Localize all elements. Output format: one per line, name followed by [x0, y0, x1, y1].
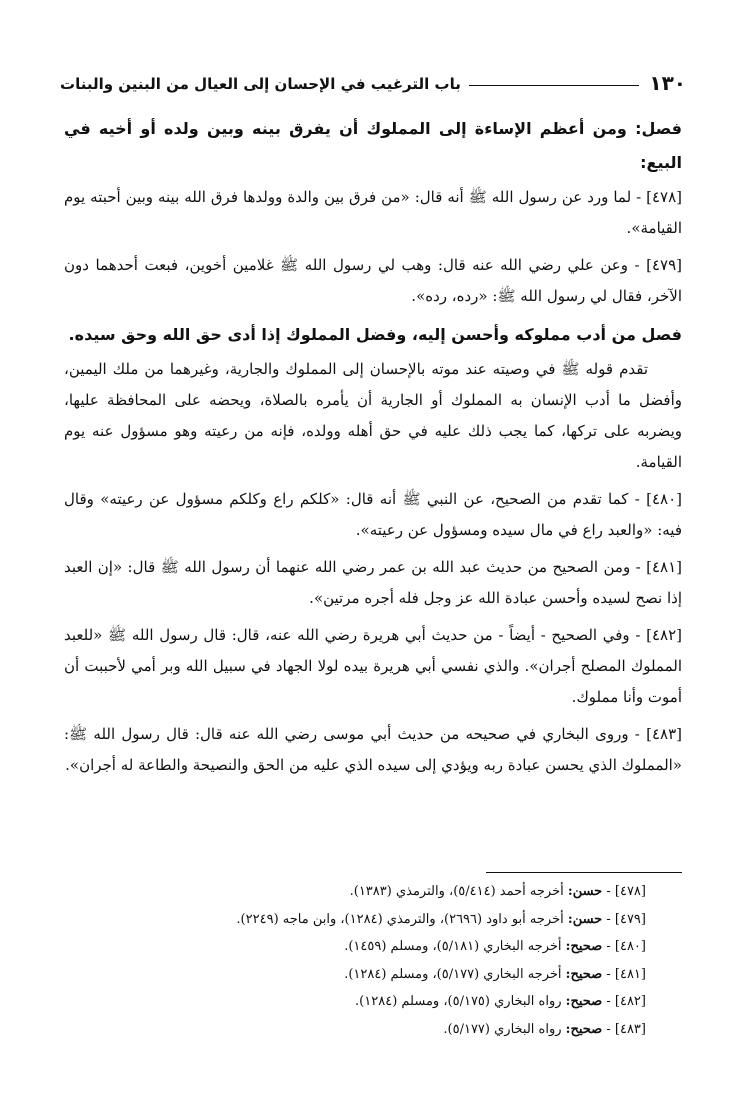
footnote-item: [64, 878, 646, 906]
footnote-grade: حسن:: [567, 884, 603, 899]
hadith-paragraph: [٤٧٩] - وعن علي رضي الله عنه قال: وهب لي رسول الله ﷺ غلامين أخوين، فبعت أحدهما دون الآخر، فقال لي رسول الله ﷺ: «رده، رده».: [64, 256, 682, 305]
footnote-grade: صحيح:: [565, 994, 603, 1009]
footnote-item: [64, 988, 646, 1016]
hadith-paragraph: [٤٨٣] - وروى البخاري في صحيحه من حديث أبي موسى رضي الله عنه قال: قال رسول الله ﷺ: «المملوك الذي يحسن عبادة ربه ويؤدي إلى سيده الذي عليه من الحق والنصيحة والطاعة له أجران».: [64, 725, 682, 774]
footnote-grade: صحيح:: [565, 939, 603, 954]
footnote-text: رواه البخاري (٥/١٧٥)، ومسلم (١٢٨٤).: [355, 994, 562, 1009]
footnote-item: [64, 906, 646, 934]
footnote-number: [٤٨١] -: [606, 966, 646, 982]
footnote-number: [٤٨٣] -: [606, 1021, 646, 1037]
page-number: ١٣٠: [649, 71, 686, 95]
footnote-rule: [486, 872, 682, 873]
footnote-number: [٤٨٠] -: [606, 939, 646, 954]
footnote-text: أخرجه أبو داود (٢٦٩٦)، والترمذي (١٢٨٤)، وابن ماجه (٢٢٤٩).: [236, 911, 564, 927]
header-rule: [469, 85, 640, 86]
footnote-number: [٤٧٨] -: [606, 884, 646, 899]
footnote-grade: حسن:: [567, 911, 603, 927]
footnote-item: [64, 961, 646, 989]
footnote-item: [64, 933, 646, 961]
section-heading: فصل من أدب مملوكه وأحسن إليه، وفضل المملوك إذا أدى حق الله وحق سيده.: [68, 325, 682, 344]
hadith-paragraph: [٤٨٢] - وفي الصحيح - أيضاً - من حديث أبي هريرة رضي الله عنه، قال: قال رسول الله ﷺ «للعبد المملوك المصلح أجران». والذي نفسي أبي هريرة بيده لولا الجهاد في سبيل الله وبر أمي لأحببت أن أموت وأنا مملوك.: [64, 626, 682, 706]
footnote-text: أخرجه البخاري (٥/١٨١)، ومسلم (١٤٥٩).: [344, 939, 562, 954]
hadith-paragraph: [٤٧٨] - لما ورد عن رسول الله ﷺ أنه قال: «من فرق بين والدة وولدها فرق الله بينه وبين أحبته يوم القيامة».: [64, 188, 682, 237]
footnotes: [64, 878, 646, 1043]
hadith-paragraph: [٤٨١] - ومن الصحيح من حديث عبد الله بن عمر رضي الله عنهما أن رسول الله ﷺ قال: «إن العبد إذا نصح لسيده وأحسن عبادة الله عز وجل فله أجره مرتين».: [64, 558, 682, 607]
footnote-grade: صحيح:: [565, 1021, 603, 1037]
running-header: [60, 64, 686, 94]
footnote-text: أخرجه أحمد (٥/٤١٤)، والترمذي (١٣٨٣).: [349, 884, 564, 899]
running-title: باب الترغيب في الإحسان إلى العيال من البنين والبنات: [60, 75, 461, 93]
footnote-number: [٤٧٩] -: [606, 911, 646, 927]
footnote-grade: صحيح:: [565, 966, 603, 982]
intro-paragraph: تقدم قوله ﷺ في وصيته عند موته بالإحسان إلى المملوك والجارية، وغيرهما من ملك اليمين، وأفضل ما أدب الإنسان به المملوك أو الجارية أن يأمره بالصلاة، ويحضه على المحافظة عليها، ويضربه على تركها، كما يجب ذلك عليه في حق أهله وولده، فإنه من رعيته وهو مسؤول عنه يوم القيامة.: [64, 360, 682, 471]
section-heading: فصل: ومن أعظم الإساءة إلى المملوك أن يفرق بينه وبين ولده أو أخيه في البيع:: [64, 119, 682, 172]
hadith-paragraph: [٤٨٠] - كما تقدم من الصحيح، عن النبي ﷺ أنه قال: «كلكم راع وكلكم مسؤول عن رعيته» وقال فيه: «والعبد راع في مال سيده ومسؤول عن رعيته».: [64, 490, 682, 539]
footnote-item: [64, 1016, 646, 1044]
footnote-text: رواه البخاري (٥/١٧٧).: [443, 1021, 562, 1037]
footnote-text: أخرجه البخاري (٥/١٧٧)، ومسلم (١٢٨٤).: [344, 966, 562, 982]
footnote-number: [٤٨٢] -: [606, 994, 646, 1009]
main-text: [64, 110, 682, 787]
